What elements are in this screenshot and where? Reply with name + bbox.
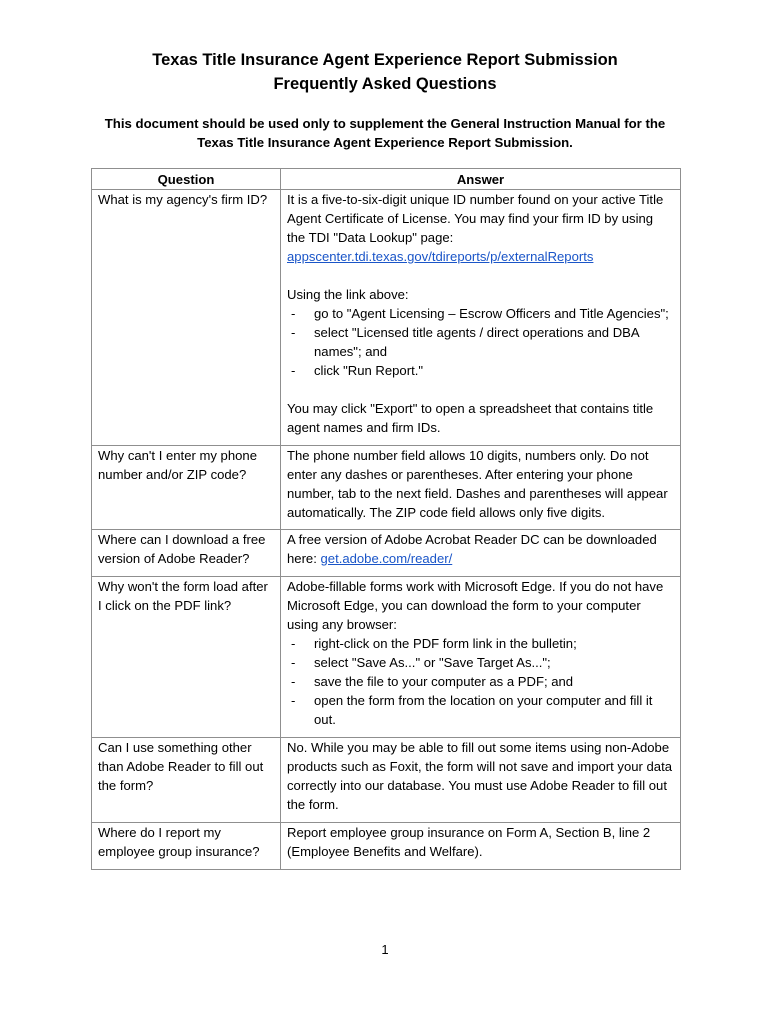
list-item: - select "Save As..." or "Save Target As..."; xyxy=(287,653,674,672)
answer-list xyxy=(287,304,674,380)
question-text: Why can't I enter my phone number and/or ZIP code? xyxy=(98,448,257,482)
page-number: 1 xyxy=(381,942,389,957)
faq-table xyxy=(91,168,681,870)
answer-lead: Using the link above: xyxy=(287,287,409,302)
question-cell xyxy=(92,738,281,823)
table-row xyxy=(92,577,681,738)
answer-text: No. While you may be able to fill out some items using non-Adobe products such as Foxit, the form will not save and import your data correctly into our database. You must use Adobe Reader to fill out the form. xyxy=(287,740,672,812)
answer-cell xyxy=(281,577,681,738)
question-cell xyxy=(92,190,281,446)
data-lookup-link[interactable]: appscenter.tdi.texas.gov/tdireports/p/externalReports xyxy=(287,249,594,264)
title-line-1: Texas Title Insurance Agent Experience Report Submission xyxy=(152,51,618,69)
table-row xyxy=(92,446,681,530)
table-row xyxy=(92,738,681,823)
answer-text: Adobe-fillable forms work with Microsoft Edge. If you do not have Microsoft Edge, you can download the form to your computer using any browser: xyxy=(287,579,664,632)
answer-paragraph xyxy=(287,285,674,380)
question-cell xyxy=(92,530,281,577)
answer-cell xyxy=(281,823,681,870)
answer-text: A free version of Adobe Acrobat Reader DC can be downloaded here: xyxy=(287,532,657,566)
answer-cell xyxy=(281,190,681,446)
answer-text: Report employee group insurance on Form A, Section B, line 2 (Employee Benefits and Welfare). xyxy=(287,825,651,859)
table-row xyxy=(92,190,681,446)
intro-line-1: This document should be used only to supplement the General Instruction Manual for the xyxy=(104,116,666,131)
question-text: Can I use something other than Adobe Reader to fill out the form? xyxy=(98,740,264,793)
list-item: - go to "Agent Licensing – Escrow Officers and Title Agencies"; xyxy=(287,304,674,323)
answer-text: It is a five-to-six-digit unique ID number found on your active Title Agent Certificate of License. You may find your firm ID by using the TDI "Data Lookup" page: xyxy=(287,192,664,245)
question-cell xyxy=(92,823,281,870)
answer-text: The phone number field allows 10 digits, numbers only. Do not enter any dashes or parentheses. After entering your phone number, tab to the next field. Dashes and parentheses will appear automatically. The ZIP code field allows only five digits. xyxy=(287,448,668,520)
answer-paragraph xyxy=(287,399,674,437)
header-answer: Answer xyxy=(281,169,681,190)
answer-cell xyxy=(281,530,681,577)
answer-cell xyxy=(281,446,681,530)
question-cell xyxy=(92,446,281,530)
document-title xyxy=(0,48,770,96)
list-item: - right-click on the PDF form link in the bulletin; xyxy=(287,634,674,653)
answer-paragraph xyxy=(287,530,674,568)
question-text: What is my agency's firm ID? xyxy=(98,192,268,207)
list-item: - select "Licensed title agents / direct operations and DBA names"; and xyxy=(287,323,674,361)
answer-paragraph xyxy=(287,190,674,266)
adobe-reader-link[interactable]: get.adobe.com/reader/ xyxy=(320,551,453,566)
intro-line-2: Texas Title Insurance Agent Experience Report Submission. xyxy=(197,135,573,150)
question-text: Why won't the form load after I click on the PDF link? xyxy=(98,579,268,613)
header-question: Question xyxy=(92,169,281,190)
answer-tail: You may click "Export" to open a spreadsheet that contains title agent names and firm IDs. xyxy=(287,401,654,435)
title-line-2: Frequently Asked Questions xyxy=(273,75,497,93)
list-item: - open the form from the location on your computer and fill it out. xyxy=(287,691,674,729)
answer-cell xyxy=(281,738,681,823)
table-header-row xyxy=(92,169,681,190)
table-row xyxy=(92,530,681,577)
list-item: - click "Run Report." xyxy=(287,361,674,380)
list-item: - save the file to your computer as a PDF; and xyxy=(287,672,674,691)
answer-list xyxy=(287,634,674,729)
intro-note xyxy=(60,114,710,152)
question-text: Where do I report my employee group insurance? xyxy=(98,825,260,859)
question-text: Where can I download a free version of Adobe Reader? xyxy=(98,532,266,566)
table-row xyxy=(92,823,681,870)
question-cell xyxy=(92,577,281,738)
